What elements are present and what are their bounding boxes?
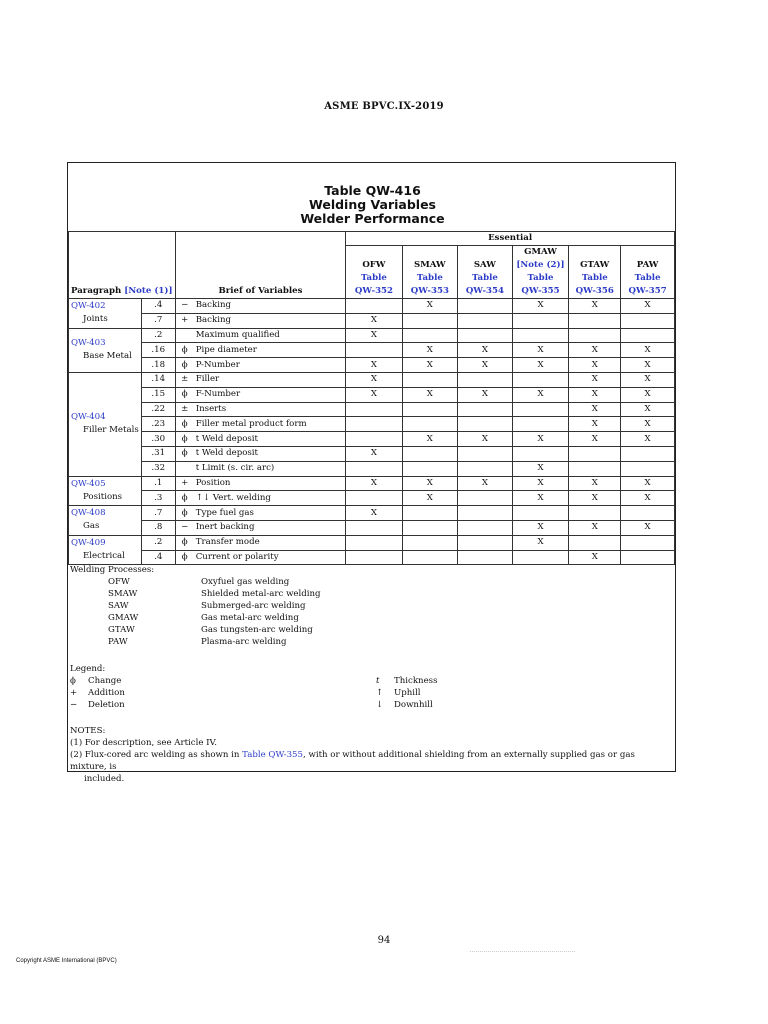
note-2-continuation: included. [84,774,125,784]
essential-mark: X [402,491,457,506]
table-title: Table QW-416 [324,183,421,198]
paragraph-group [69,328,142,372]
essential-mark [458,461,513,476]
essential-mark [458,506,513,521]
variable-description: Position [195,477,231,488]
process-header-2 [458,246,513,299]
process-header-0 [346,246,402,299]
essential-mark [621,446,675,461]
essential-mark [458,417,513,432]
variable-description: Backing [195,300,231,311]
legend-text: Thickness [394,676,438,686]
process-header-3 [512,246,569,299]
process-description: Oxyfuel gas welding [201,577,290,587]
note-2-link[interactable]: [Note (2)] [516,260,565,270]
essential-mark [458,313,513,328]
essential-mark: X [402,299,457,314]
essential-mark: X [512,461,569,476]
legend-entry [70,675,125,687]
essential-mark [512,417,569,432]
essential-mark: X [512,491,569,506]
table-ref-link[interactable]: QW-352 [354,286,394,296]
essential-mark [346,461,402,476]
table-row [69,476,675,491]
variable-description: Backing [195,315,231,326]
essential-mark [569,328,621,343]
legend-entry [376,675,437,687]
variable-symbol: ϕ [181,551,188,562]
essential-mark: X [621,402,675,417]
table-qw-355-link[interactable]: Table QW-355 [242,750,303,760]
essential-mark: X [512,358,569,373]
legend-text: Change [88,676,122,686]
essential-mark: X [569,402,621,417]
essential-mark: X [402,476,457,491]
essential-mark: X [458,432,513,447]
table-row [69,328,675,343]
essential-mark: X [346,387,402,402]
table-row [69,491,675,506]
essential-mark: X [512,343,569,358]
legend-text: Addition [88,688,125,698]
variable-symbol: ϕ [181,492,188,503]
essential-mark: X [569,387,621,402]
essential-mark [621,550,675,565]
essential-mark [569,461,621,476]
paragraph-code-link[interactable]: QW-409 [71,538,106,549]
essential-mark: X [569,432,621,447]
essential-mark: X [569,550,621,565]
essential-mark [621,313,675,328]
essential-mark [569,446,621,461]
essential-mark: X [346,506,402,521]
table-ref-link[interactable]: QW-354 [465,286,504,296]
essential-mark: X [346,372,402,387]
essential-mark: X [512,476,569,491]
variable-symbol: ϕ [181,433,188,444]
process-entry [70,624,674,636]
variable-number: .30 [141,432,175,447]
brief-header: Brief of Variables [175,232,346,299]
essential-mark: X [512,299,569,314]
legend [70,663,674,711]
table-subtitle-2: Welder Performance [300,211,445,226]
variable-symbol: ϕ [181,389,188,400]
welding-variables-table [68,231,675,565]
variable-number: .15 [141,387,175,402]
variable-description: Maximum qualified [195,329,280,340]
essential-mark [402,520,457,535]
essential-mark [512,313,569,328]
essential-mark [458,520,513,535]
essential-mark: X [402,343,457,358]
essential-mark: X [621,387,675,402]
essential-mark [512,446,569,461]
essential-mark [569,535,621,550]
essential-mark [621,461,675,476]
legend-entry [376,687,437,699]
essential-mark [458,491,513,506]
table-row [69,417,675,432]
legend-symbol: ↓ [376,700,384,710]
essential-mark [402,372,457,387]
variable-brief [175,476,346,491]
essential-mark: X [346,328,402,343]
table-ref-label[interactable]: Table [416,273,443,283]
essential-mark [458,328,513,343]
essential-mark: X [402,387,457,402]
variable-brief [175,358,346,373]
variable-brief [175,506,346,521]
table-ref-label[interactable]: Table [527,273,554,283]
essential-mark [569,506,621,521]
essential-mark: X [569,417,621,432]
process-name: GMAW [524,247,557,257]
variable-number: .1 [141,476,175,491]
table-subtitle-1: Welding Variables [309,197,436,212]
table-row [69,520,675,535]
running-header: ASME BPVC.IX-2019 [324,101,444,112]
legend-symbol: ϕ [70,676,76,686]
variable-symbol: − [181,522,189,533]
essential-mark [402,313,457,328]
process-abbr: OFW [108,577,130,587]
process-name: SAW [473,260,496,270]
legend-entry [376,699,437,711]
variable-symbol: ϕ [181,448,188,459]
table-row [69,446,675,461]
variable-number: .18 [141,358,175,373]
essential-mark [402,506,457,521]
essential-mark: X [621,491,675,506]
essential-mark [402,328,457,343]
legend-symbol: + [70,688,78,698]
variable-symbol: − [181,300,189,311]
essential-mark [402,402,457,417]
variable-brief [175,402,346,417]
process-abbr: PAW [108,637,128,647]
note-2: (2) Flux-cored arc welding as shown in Table QW-355, with or without additional shielding from an externally supplied gas or gas mixture, is [70,750,635,772]
variable-number: .4 [141,550,175,565]
legend-text: Uphill [394,688,421,698]
variable-brief [175,461,346,476]
table-ref-link[interactable]: QW-355 [521,286,560,296]
process-header-1 [402,246,457,299]
process-header-5 [621,246,675,299]
table-ref-label[interactable]: Table [360,273,387,283]
essential-mark: X [512,535,569,550]
legend-symbol: ↑ [376,688,384,698]
variable-brief [175,446,346,461]
variable-brief [175,491,346,506]
essential-mark [402,446,457,461]
essential-mark [458,550,513,565]
process-name: OFW [362,260,386,270]
process-description: Submerged-arc welding [201,601,306,611]
essential-mark [621,328,675,343]
paragraph-group [69,535,142,565]
table-frame [67,162,676,784]
welding-processes [70,564,674,648]
page-number: 94 [377,935,391,946]
table-row [69,299,675,314]
essential-mark: X [569,520,621,535]
faint-watermark-line [470,951,575,955]
paragraph-header: Paragraph [Note (1)] [69,232,176,299]
essential-mark [512,372,569,387]
essential-mark: X [402,432,457,447]
essential-mark [346,432,402,447]
table-row [69,550,675,565]
essential-header: Essential [346,232,675,246]
essential-mark: X [621,343,675,358]
essential-mark: X [569,372,621,387]
variable-number: .8 [141,520,175,535]
paragraph-group [69,372,142,476]
paragraph-code-link[interactable]: QW-403 [71,338,106,349]
variable-number: .4 [141,299,175,314]
table-ref-link[interactable]: QW-353 [410,286,449,296]
variable-description: Pipe diameter [195,344,257,355]
table-ref-label[interactable]: Table [471,273,498,283]
variable-brief [175,372,346,387]
legend-text: Deletion [88,700,125,710]
essential-mark [402,550,457,565]
copyright: Copyright ASME International (BPVC) [16,958,117,964]
variable-number: .2 [141,328,175,343]
process-name: GTAW [580,260,610,270]
notes-title: NOTES: [70,726,106,736]
variable-number: .32 [141,461,175,476]
note-1: (1) For description, see Article IV. [70,738,217,748]
paragraph-code-link[interactable]: QW-402 [71,301,106,312]
legend-entry [70,699,125,711]
legend-symbol: t [376,676,380,686]
essential-mark [458,299,513,314]
essential-mark: X [346,446,402,461]
process-description: Gas tungsten-arc welding [201,625,313,635]
process-name: SMAW [414,260,446,270]
process-description: Gas metal-arc welding [201,613,299,623]
essential-mark: X [621,358,675,373]
variable-number: .22 [141,402,175,417]
variable-brief [175,299,346,314]
essential-mark [346,520,402,535]
essential-mark [458,446,513,461]
legend-text: Downhill [394,700,433,710]
table-row [69,387,675,402]
table-row [69,372,675,387]
essential-mark: X [346,476,402,491]
paragraph-name: Joints [83,314,108,325]
process-entry [70,636,674,648]
table-row [69,343,675,358]
essential-mark: X [621,432,675,447]
table-row [69,432,675,447]
table-ref-label[interactable]: Table [634,273,661,283]
process-entry [70,576,674,588]
legend-symbol: − [70,700,78,710]
essential-mark [346,417,402,432]
variable-symbol: ϕ [181,359,188,370]
variable-number: .16 [141,343,175,358]
paragraph-code-link[interactable]: QW-405 [71,478,106,489]
variable-number: .31 [141,446,175,461]
essential-mark [346,402,402,417]
legend-title: Legend: [70,664,106,674]
essential-mark [346,491,402,506]
paragraph-group [69,299,142,329]
variable-brief [175,387,346,402]
essential-mark: X [621,417,675,432]
variable-description: t Limit (s. cir. arc) [195,463,275,474]
essential-mark: X [621,299,675,314]
variable-symbol: + [181,477,189,488]
variable-brief [175,313,346,328]
table-row [69,402,675,417]
essential-mark [346,550,402,565]
process-entry [70,588,674,600]
paragraph-group [69,476,142,506]
essential-mark [512,328,569,343]
essential-mark [512,402,569,417]
variable-brief [175,343,346,358]
essential-mark: X [569,299,621,314]
essential-mark [458,372,513,387]
paragraph-code-link[interactable]: QW-404 [71,412,106,423]
variable-description: Inserts [195,403,227,414]
variable-brief [175,432,346,447]
essential-mark: X [621,372,675,387]
essential-mark [512,550,569,565]
essential-mark [512,506,569,521]
variable-description: t Weld deposit [195,448,258,459]
process-header-4 [569,246,621,299]
table-row [69,313,675,328]
process-description: Shielded metal-arc welding [201,589,321,599]
variable-symbol: ϕ [181,418,188,429]
essential-mark [346,343,402,358]
variable-symbol: ϕ [181,537,188,548]
essential-mark: X [458,343,513,358]
variable-description: Filler [195,374,220,385]
process-abbr: GMAW [108,613,139,623]
essential-mark [402,417,457,432]
variable-symbol: ϕ [181,344,188,355]
paragraph-name: Base Metal [83,351,132,362]
variable-number: .23 [141,417,175,432]
legend-entry [70,687,125,699]
essential-mark: X [569,491,621,506]
process-name: PAW [636,260,659,270]
variable-description: P-Number [195,359,240,370]
variable-description: Filler metal product form [195,418,307,429]
table-row [69,535,675,550]
essential-mark [402,535,457,550]
variable-brief [175,417,346,432]
variable-symbol: ϕ [181,507,188,518]
essential-mark [569,313,621,328]
variable-description: ↑↓ Vert. welding [195,492,271,503]
essential-mark: X [621,520,675,535]
table-row [69,506,675,521]
essential-mark: X [569,476,621,491]
table-ref-label[interactable]: Table [581,273,608,283]
paragraph-name: Positions [83,491,123,502]
paragraph-code-link[interactable]: QW-408 [71,508,106,519]
essential-mark: X [458,387,513,402]
process-entry [70,612,674,624]
essential-mark: X [458,358,513,373]
notes [70,725,674,785]
essential-mark: X [512,520,569,535]
table-row [69,358,675,373]
variable-description: t Weld deposit [195,433,258,444]
paragraph-name: Filler Metals [83,425,139,436]
variable-brief [175,328,346,343]
variable-symbol: ± [181,374,189,385]
process-description: Plasma-arc welding [201,637,287,647]
essential-mark [621,506,675,521]
essential-mark: X [512,387,569,402]
essential-mark: X [512,432,569,447]
variable-description: Inert backing [195,522,255,533]
table-ref-link[interactable]: QW-357 [628,286,667,296]
variable-description: Current or polarity [195,551,279,562]
essential-mark: X [569,343,621,358]
essential-mark: X [402,358,457,373]
process-abbr: GTAW [108,625,135,635]
essential-mark [621,535,675,550]
processes-title: Welding Processes: [70,565,155,575]
variable-number: .14 [141,372,175,387]
essential-mark: X [621,476,675,491]
variable-number: .3 [141,491,175,506]
variable-brief [175,535,346,550]
essential-mark: X [569,358,621,373]
variable-brief [175,520,346,535]
process-abbr: SMAW [108,589,138,599]
variable-brief [175,550,346,565]
essential-mark [458,535,513,550]
table-row [69,461,675,476]
paragraph-group [69,506,142,536]
process-abbr: SAW [108,601,129,611]
essential-mark: X [346,313,402,328]
variable-description: Transfer mode [195,537,260,548]
variable-description: Type fuel gas [195,507,254,518]
process-entry [70,600,674,612]
variable-number: .7 [141,313,175,328]
essential-mark: X [346,358,402,373]
note-1-link[interactable]: [Note (1)] [124,286,173,296]
essential-mark [458,402,513,417]
variable-number: .2 [141,535,175,550]
table-ref-link[interactable]: QW-356 [575,286,614,296]
paragraph-name: Electrical [83,551,125,562]
variable-number: .7 [141,506,175,521]
essential-mark [346,299,402,314]
paragraph-name: Gas [83,521,100,532]
variable-symbol: ± [181,403,189,414]
essential-mark [346,535,402,550]
variable-description: F-Number [195,389,241,400]
variable-symbol: + [181,315,189,326]
essential-mark [402,461,457,476]
essential-mark: X [458,476,513,491]
